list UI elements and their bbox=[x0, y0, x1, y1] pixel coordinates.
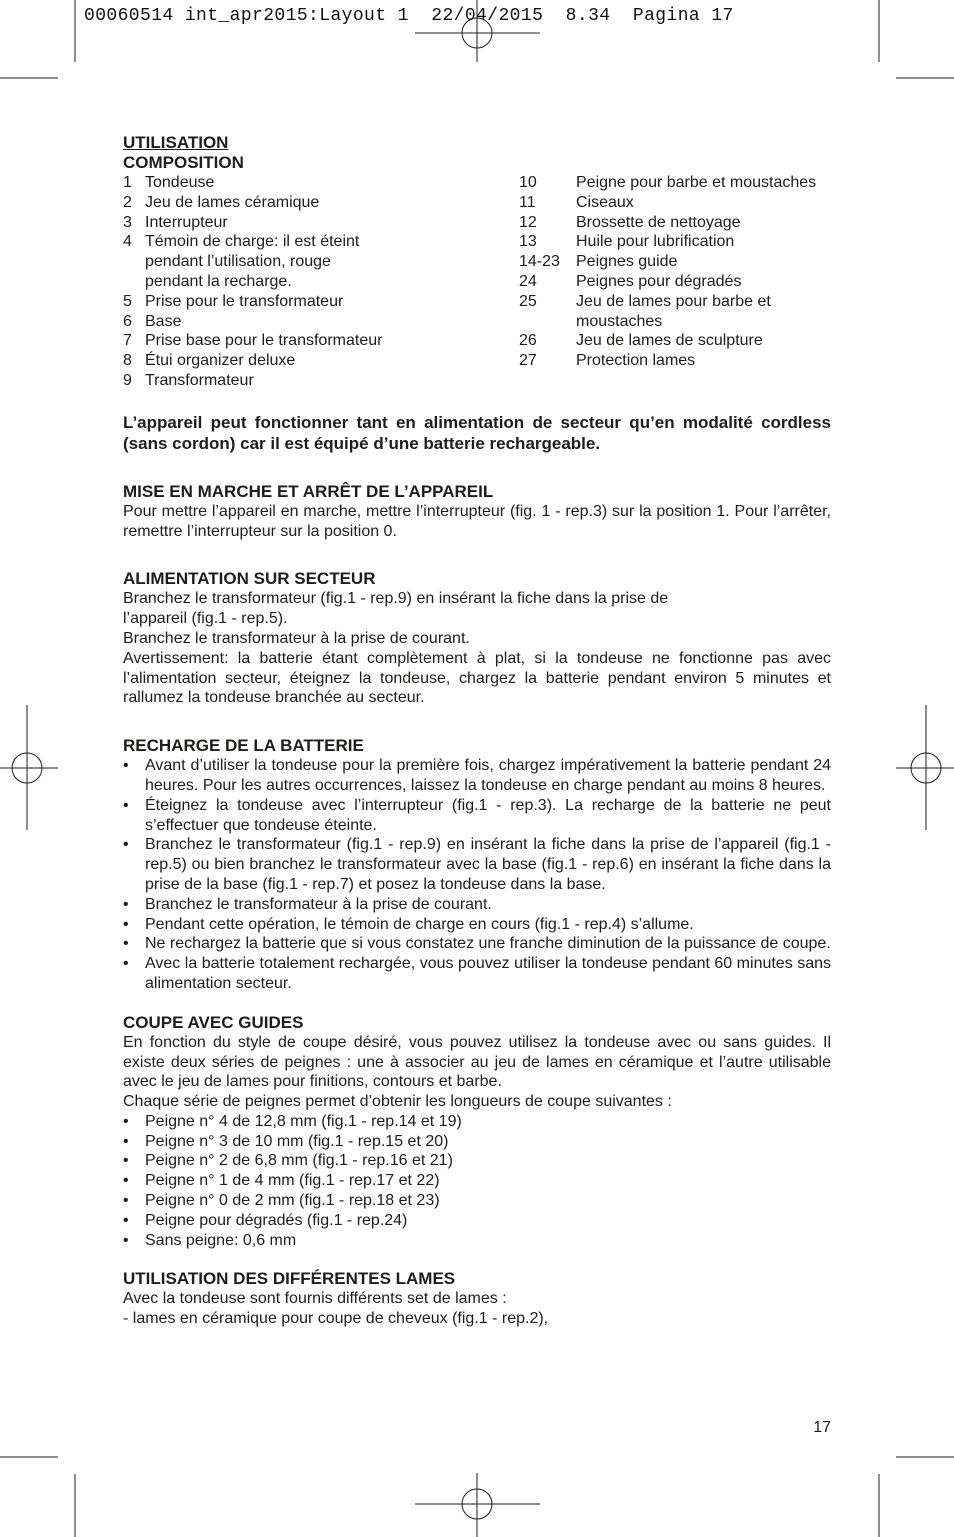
registration-mark-right bbox=[896, 705, 954, 830]
page-title: UTILISATION bbox=[123, 133, 229, 152]
composition-item: 13 Huile pour lubrification bbox=[519, 233, 735, 251]
lames-text: - lames en céramique pour coupe de cheveux (fig.1 - rep.2), bbox=[123, 1310, 549, 1328]
mise-en-marche-heading: MISE EN MARCHE ET ARRÊT DE L’APPAREIL bbox=[123, 481, 494, 501]
alimentation-line: l’appareil (fig.1 - rep.5). bbox=[123, 610, 288, 628]
list-item: • Ne rechargez la batterie que si vous constatez une franche diminution de la puissance de coupe. bbox=[123, 935, 831, 953]
composition-item: 4 Témoin de charge: il est éteint pendant l’utilisation, rouge pendant la recharge. bbox=[123, 233, 360, 290]
list-item: • Peigne n° 2 de 6,8 mm (fig.1 - rep.16 et 21) bbox=[123, 1152, 453, 1170]
page-number: 17 bbox=[813, 1419, 831, 1436]
list-item: • Avec la batterie totalement rechargée, vous pouvez utiliser la tondeuse pendant 60 minutes sans alimentation secteur. bbox=[123, 955, 831, 992]
alimentation-line: Branchez le transformateur à la prise de courant. bbox=[123, 629, 470, 647]
composition-item: 5 Prise pour le transformateur bbox=[123, 292, 344, 310]
composition-item: 1 Tondeuse bbox=[123, 174, 215, 191]
composition-item: 24 Peignes pour dégradés bbox=[519, 272, 742, 290]
crop-mark-top-left bbox=[0, 0, 75, 78]
coupe-list bbox=[123, 1112, 831, 1251]
crop-mark-bottom-left bbox=[0, 1457, 75, 1537]
composition-left-column bbox=[123, 173, 519, 391]
lames-heading: UTILISATION DES DIFFÉRENTES LAMES bbox=[123, 1269, 456, 1289]
list-item: • Branchez le transformateur (fig.1 - rep.9) en insérant la fiche dans la prise de l’appareil (fig.1 - rep.5) ou bien branchez le transformateur avec la base (fig.1 - rep.6) en insérant la fiche dans la prise de la base (fig.1 - rep.7) et posez la tondeuse dans la base. bbox=[123, 836, 831, 893]
coupe-text: En fonction du style de coupe désiré, vous pouvez utilisez la tondeuse avec ou sans guides. Il existe deux séries de peignes : une à associer au jeu de lames en céramique et l’autre utilisable avec le jeu de lames pour finitions, contours et barbe. bbox=[123, 1033, 831, 1091]
coupe-text: Chaque série de peignes permet d’obtenir les longueurs de coupe suivantes : bbox=[123, 1093, 672, 1111]
crop-mark-top-right bbox=[879, 0, 954, 78]
registration-mark-left bbox=[0, 705, 58, 830]
composition-heading: COMPOSITION bbox=[123, 153, 244, 172]
list-item: • Pendant cette opération, le témoin de charge en cours (fig.1 - rep.4) s’allume. bbox=[123, 915, 694, 933]
recharge-list bbox=[123, 756, 831, 994]
composition-item: 3 Interrupteur bbox=[123, 213, 228, 231]
crop-mark-bottom-right bbox=[879, 1457, 954, 1537]
alimentation-line: Branchez le transformateur (fig.1 - rep.9) en insérant la fiche dans la prise de bbox=[123, 590, 669, 608]
composition-item: 7 Prise base pour le transformateur bbox=[123, 332, 383, 350]
list-item: • Peigne n° 3 de 10 mm (fig.1 - rep.15 et 20) bbox=[123, 1132, 449, 1150]
cordless-note: L’appareil peut fonctionner tant en alimentation de secteur qu’en modalité cordless (sans cordon) car il est équipé d’une batterie rechargeable. bbox=[123, 412, 831, 453]
composition-item: 14-23 Peignes guide bbox=[519, 253, 678, 271]
list-item: • Peigne pour dégradés (fig.1 - rep.24) bbox=[123, 1211, 408, 1229]
composition-item: 2 Jeu de lames céramique bbox=[123, 193, 320, 211]
composition-right-column bbox=[519, 173, 831, 391]
list-item: • Éteignez la tondeuse avec l’interrupteur (fig.1 - rep.3). La recharge de la batterie ne peut s’effectuer que tondeuse éteinte. bbox=[123, 796, 831, 834]
composition-item: 11 Ciseaux bbox=[519, 193, 634, 211]
recharge-heading: RECHARGE DE LA BATTERIE bbox=[123, 736, 364, 756]
list-item: • Peigne n° 0 de 2 mm (fig.1 - rep.18 et 23) bbox=[123, 1192, 440, 1210]
lames-text: Avec la tondeuse sont fournis différents set de lames : bbox=[123, 1290, 507, 1308]
coupe-heading: COUPE AVEC GUIDES bbox=[123, 1012, 304, 1032]
composition-item: 6 Base bbox=[123, 312, 182, 330]
mise-en-marche-text: Pour mettre l’appareil en marche, mettre l’interrupteur (fig. 1 - rep.3) sur la position 1. Pour l’arrêter, remettre l’interrupteur sur la position 0. bbox=[123, 502, 831, 540]
page-content bbox=[123, 133, 831, 1329]
composition-item: 9 Transformateur bbox=[123, 371, 254, 389]
registration-mark-top bbox=[415, 0, 540, 62]
composition-item: 8 Étui organizer deluxe bbox=[123, 352, 296, 370]
registration-mark-bottom bbox=[415, 1473, 540, 1537]
list-item: • Peigne n° 4 de 12,8 mm (fig.1 - rep.14 et 19) bbox=[123, 1112, 462, 1130]
composition-item: 27 Protection lames bbox=[519, 352, 696, 370]
list-item: • Sans peigne: 0,6 mm bbox=[123, 1231, 297, 1249]
alimentation-heading: ALIMENTATION SUR SECTEUR bbox=[123, 569, 376, 589]
composition-item: 26 Jeu de lames de sculpture bbox=[519, 332, 763, 350]
alimentation-warning: Avertissement: la batterie étant complètement à plat, si la tondeuse ne fonctionne pas avec l’alimentation secteur, éteignez la tondeuse, chargez la batterie pendant environ 5 minutes et rallumez la tondeuse branchée au secteur. bbox=[123, 649, 831, 707]
slug-line: 00060514 int_apr2015:Layout 1 22/04/2015 8.34 Pagina 17 bbox=[84, 6, 734, 26]
list-item: • Avant d’utiliser la tondeuse pour la première fois, chargez impérativement la batterie pendant 24 heures. Pour les autres occurrences, laissez la tondeuse en charge pendant au moins 8 heures. bbox=[123, 757, 831, 794]
list-item: • Peigne n° 1 de 4 mm (fig.1 - rep.17 et 22) bbox=[123, 1172, 440, 1190]
composition-item: 12 Brossette de nettoyage bbox=[519, 213, 741, 231]
composition-item: 25 Jeu de lames pour barbe et moustaches bbox=[519, 292, 771, 330]
composition-item: 10 Peigne pour barbe et moustaches bbox=[519, 174, 817, 191]
composition-list bbox=[123, 173, 831, 391]
list-item: • Branchez le transformateur à la prise de courant. bbox=[123, 895, 492, 913]
